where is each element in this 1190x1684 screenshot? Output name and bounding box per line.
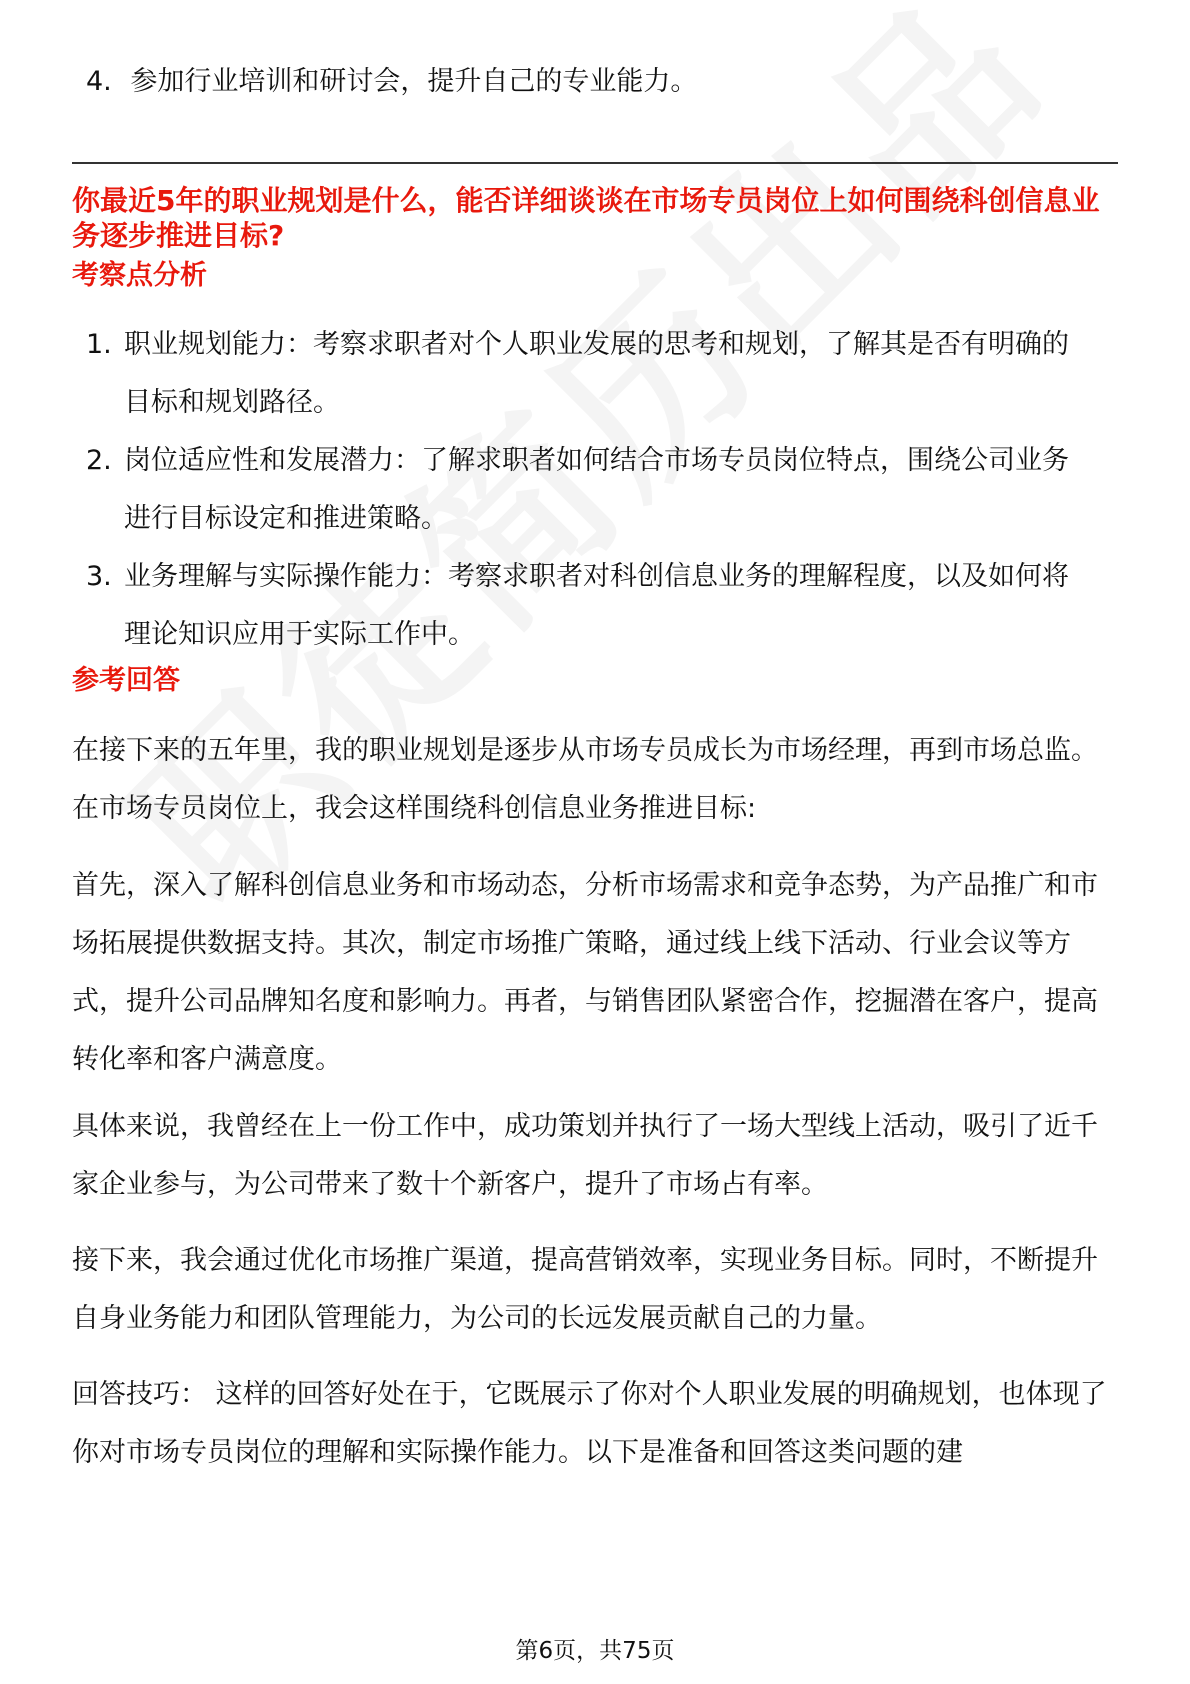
interview-question: 你最近5年的职业规划是什么，能否详细谈谈在市场专员岗位上如何围绕科创信息业务逐步推进目标? (72, 184, 1100, 252)
list-number: 2. (86, 445, 112, 476)
list-item (72, 432, 1084, 548)
list-item (72, 548, 1084, 664)
list-text: 职业规划能力：考察求职者对个人职业发展的思考和规划，了解其是否有明确的目标和规划路径。 (124, 329, 1069, 418)
answer-paragraph: 首先，深入了解科创信息业务和市场动态，分析市场需求和竞争态势，为产品推广和市场拓展提供数据支持。其次，制定市场推广策略，通过线上线下活动、行业会议等方式，提升公司品牌知名度和影响力。再者，与销售团队紧密合作，挖掘潜在客户，提高转化率和客户满意度。 (72, 870, 1098, 1075)
analysis-list (72, 316, 1120, 664)
answer-paragraph: 具体来说，我曾经在上一份工作中，成功策划并执行了一场大型线上活动，吸引了近千家企业参与，为公司带来了数十个新客户，提升了市场占有率。 (72, 1111, 1098, 1200)
list-number: 3. (86, 561, 112, 592)
list-text: 岗位适应性和发展潜力：了解求职者如何结合市场专员岗位特点，围绕公司业务进行目标设定和推进策略。 (124, 445, 1069, 534)
list-item (72, 316, 1084, 432)
answer-heading: 参考回答 (72, 665, 180, 696)
list-text: 业务理解与实际操作能力：考察求职者对科创信息业务的理解程度，以及如何将理论知识应用于实际工作中。 (124, 561, 1069, 650)
answer-paragraph: 接下来，我会通过优化市场推广渠道，提高营销效率，实现业务目标。同时，不断提升自身业务能力和团队管理能力，为公司的长远发展贡献自己的力量。 (72, 1245, 1098, 1334)
list-number: 1. (86, 329, 112, 360)
list-number: 4. (86, 66, 112, 97)
analysis-heading: 考察点分析 (72, 260, 207, 291)
answer-paragraph: 回答技巧： 这样的回答好处在于，它既展示了你对个人职业发展的明确规划，也体现了你对市场专员岗位的理解和实际操作能力。以下是准备和回答这类问题的建 (72, 1379, 1107, 1468)
answer-paragraph: 在接下来的五年里，我的职业规划是逐步从市场专员成长为市场经理，再到市场总监。在市场专员岗位上，我会这样围绕科创信息业务推进目标: (72, 735, 1098, 824)
list-item-continued (86, 62, 697, 102)
section-divider (72, 162, 1118, 164)
page-number: 第6页，共75页 (515, 1638, 675, 1664)
list-text: 参加行业培训和研讨会，提升自己的专业能力。 (130, 66, 698, 97)
